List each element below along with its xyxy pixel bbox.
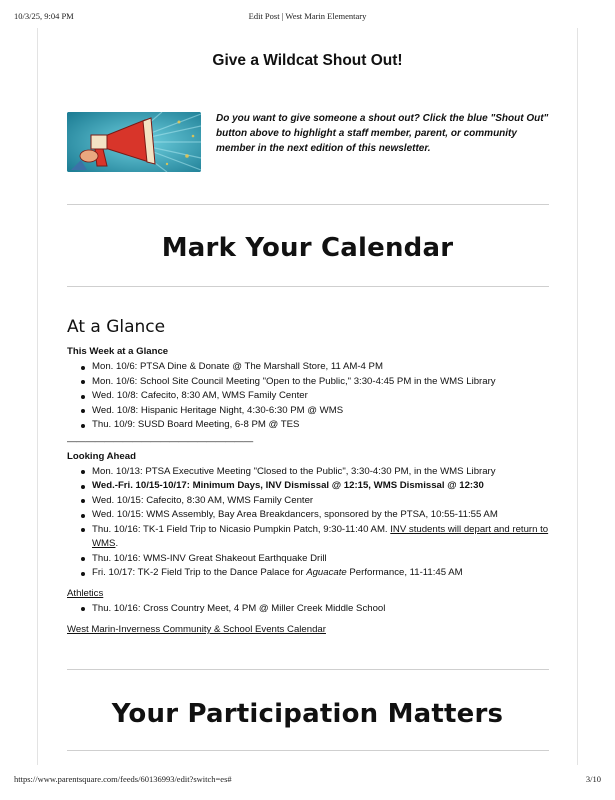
section-divider	[67, 669, 549, 670]
looking-ahead-list	[67, 465, 557, 581]
list-item: Thu. 10/16: Cross Country Meet, 4 PM @ Miller Creek Middle School	[67, 602, 557, 617]
list-item-tail: .	[115, 538, 119, 549]
athletics-list	[67, 602, 557, 617]
list-item: Wed.-Fri. 10/15-10/17: Minimum Days, INV Dismissal @ 12:15, WMS Dismissal @ 12:30	[67, 479, 557, 494]
section-divider	[67, 750, 549, 751]
section-divider	[67, 286, 549, 287]
print-header	[0, 11, 615, 25]
at-a-glance-heading: At a Glance	[67, 317, 166, 337]
list-item: Wed. 10/15: Cafecito, 8:30 AM, WMS Family Center	[67, 494, 557, 509]
list-item: Wed. 10/8: Cafecito, 8:30 AM, WMS Family Center	[67, 389, 557, 404]
calendar-heading: Mark Your Calendar	[161, 233, 454, 263]
print-page-number: 3/10	[585, 774, 601, 784]
list-item-italic: Aguacate	[306, 567, 347, 578]
athletics-link[interactable]: Athletics	[67, 587, 104, 599]
print-page-title: Edit Post | West Marin Elementary	[248, 11, 367, 21]
shout-out-title: Give a Wildcat Shout Out!	[212, 52, 403, 69]
list-item-text: Thu. 10/16: TK-1 Field Trip to Nicasio Pumpkin Patch, 9:30-11:40 AM.	[92, 523, 391, 535]
print-footer	[0, 774, 615, 788]
list-item-text: Fri. 10/17: TK-2 Field Trip to the Dance Palace for	[92, 567, 307, 578]
print-url: https://www.parentsquare.com/feeds/60136993/edit?switch=es#	[14, 774, 232, 784]
list-item: Wed. 10/15: WMS Assembly, Bay Area Breakdancers, sponsored by the PTSA, 10:55-11:55 AM	[67, 508, 557, 523]
inv-departure-link[interactable]: INV students will depart and return to WMS	[92, 523, 549, 549]
this-week-section	[67, 345, 557, 637]
events-calendar-link[interactable]: West Marin-Inverness Community & School Events Calendar	[67, 624, 326, 635]
list-item: Mon. 10/6: School Site Council Meeting "Open to the Public," 3:30-4:45 PM in the WMS Library	[67, 375, 557, 390]
list-item	[67, 523, 557, 552]
list-item: Wed. 10/8: Hispanic Heritage Night, 4:30-6:30 PM @ WMS	[67, 404, 557, 419]
text-separator: ————————————————————	[67, 435, 253, 447]
looking-ahead-label: Looking Ahead	[67, 450, 136, 462]
section-divider	[67, 204, 549, 205]
list-item	[67, 566, 557, 581]
participation-heading: Your Participation Matters	[111, 699, 504, 729]
this-week-label: This Week at a Glance	[67, 346, 169, 357]
list-item-tail: Performance, 11-11:45 AM	[346, 567, 463, 578]
megaphone-icon	[67, 112, 201, 172]
print-datetime: 10/3/25, 9:04 PM	[14, 11, 74, 21]
shout-out-description: Do you want to give someone a shout out? Click the blue "Shout Out" button above to highlight a staff member, parent, or community member in the next edition of this newsletter.	[216, 113, 549, 154]
megaphone-image	[67, 112, 201, 172]
list-item: Thu. 10/16: WMS-INV Great Shakeout Earthquake Drill	[67, 552, 557, 567]
list-item: Thu. 10/9: SUSD Board Meeting, 6-8 PM @ TES	[67, 418, 557, 433]
this-week-list	[67, 360, 557, 433]
list-item: Mon. 10/13: PTSA Executive Meeting "Closed to the Public", 3:30-4:30 PM, in the WMS Library	[67, 465, 557, 480]
list-item: Mon. 10/6: PTSA Dine & Donate @ The Marshall Store, 11 AM-4 PM	[67, 360, 557, 375]
